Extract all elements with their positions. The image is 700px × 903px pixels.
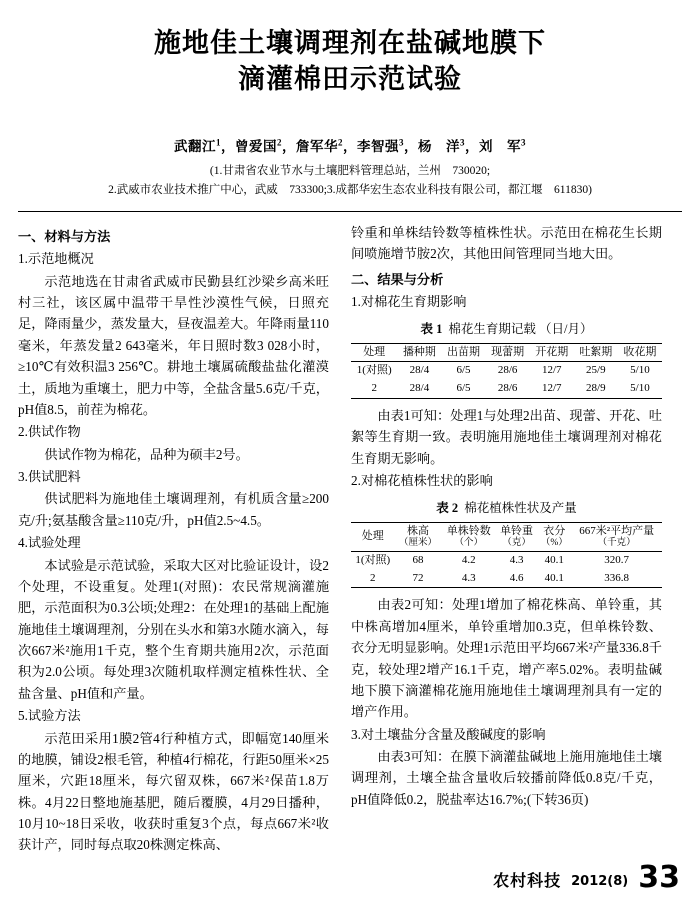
table1-cell: 1(对照) (356, 364, 392, 377)
issue-label: 2012(8) (571, 874, 629, 889)
table1-col-header: 收花期 (618, 343, 662, 362)
author-name: 曾爱国 (235, 138, 277, 154)
paragraph-table2-analysis: 由表2可知：处理1增加了棉花株高、单铃重，其中株高增加4厘米，单铃重增加0.3克，但单株铃数、衣分无明显影响。处理1示范田平均667米²产量336.8千克，较处理2增产16.1千克，增产率5.02%。表明盐碱地下膜下滴灌棉花施用施地佳土壤调理剂具有一定的增产作用。 (351, 597, 662, 720)
table2-number: 表 2 (436, 501, 459, 516)
table1-col-header: 开花期 (530, 343, 574, 362)
table1-cell: 28/6 (497, 364, 518, 377)
affiliations (0, 162, 700, 201)
subsection-heading-salinity: 3.对土壤盐分含量及酸碱度的影响 (351, 726, 546, 742)
table2-cell: 1(对照) (355, 553, 391, 566)
table2-cell: 4.3 (509, 553, 524, 566)
section-heading-materials: 一、材料与方法 (18, 228, 111, 244)
paragraph-method: 示范田采用1膜2管4行种植方式，即幅宽140厘米的地膜，铺设2根毛管，种植4行棉花，行距50厘米×25厘米，穴距18厘米，每穴留双株，667米²保苗1.8万株。4月22日整地施基肥，随后覆膜，4月29日播种，10月10~18日采收，收获时重复3个点，每点667米²收获计产，同时每点取20株测定株高、 (18, 730, 329, 853)
table1-cell: 28/4 (397, 380, 441, 398)
table1-cell: 28/4 (409, 364, 430, 377)
paragraph-fertilizer: 供试肥料为施地佳土壤调理剂，有机质含量≥200克/升;氨基酸含量≥110克/升，pH值2.5~4.5。 (18, 491, 329, 528)
table1-cell: 28/9 (574, 380, 618, 398)
table2-col-header (442, 522, 496, 551)
table1-cell: 5/10 (630, 364, 650, 377)
table2-cell: 4.2 (461, 553, 476, 566)
table1-col-header: 现蕾期 (486, 343, 530, 362)
subsection-heading-site: 1.示范地概况 (18, 251, 94, 267)
paragraph-site: 示范地选在甘肃省武威市民勤县红沙梁乡高米旺村三社，该区属中温带干旱性沙漠性气候，日照充足，降雨量少，蒸发量大，昼夜温差大。年降雨量110毫米，年蒸发量2 643毫米，年日照时数3 028小时，≥10℃有效积温3 256℃。耕地土壤属硫酸盐盐化灌漠土，质地为重壤土，肥力中等，全盐含量5.6克/千克，pH值8.5，前茬为棉花。 (18, 273, 329, 417)
table2-cell: 68 (412, 553, 424, 566)
author-affil-ref: 3 (399, 137, 404, 148)
table1-title: 棉花生育期记载 （日/月） (448, 322, 593, 337)
table1-cell: 25/9 (586, 364, 606, 377)
table2-col-header (571, 522, 662, 551)
subsection-heading-crop: 2.供试作物 (18, 424, 81, 440)
subsection-heading-treatment: 4.试验处理 (18, 535, 81, 551)
table1-col-header: 播种期 (397, 343, 441, 362)
paragraph-method-continued: 铃重和单株结铃数等植株性状。示范田在棉花生长期间喷施增节胺2次，其他田间管理同当地大田。 (351, 224, 662, 262)
table1-cell: 12/7 (530, 380, 574, 398)
table1-col-header: 吐絮期 (574, 343, 618, 362)
author-affil-ref: 2 (277, 137, 282, 148)
table1-cell: 5/10 (618, 380, 662, 398)
author-name: 李智强 (357, 138, 399, 154)
table2-cell: 336.8 (571, 570, 662, 588)
table2-col-header (496, 522, 537, 551)
table1-col-header: 出苗期 (441, 343, 485, 362)
table2-cell: 72 (394, 570, 441, 588)
subsection-heading-growth-period: 1.对棉花生育期影响 (351, 294, 467, 310)
table1-caption (351, 319, 662, 339)
table2-col-header (394, 522, 441, 551)
table2-cell: 40.1 (537, 570, 571, 588)
table2-header-main: 衣分 (543, 524, 566, 537)
author-name: 杨 洋 (418, 138, 460, 154)
author-name: 刘 军 (479, 138, 521, 154)
title-block (0, 0, 700, 99)
table2-header-unit: （千克） (597, 538, 636, 549)
paragraph-treatment: 本试验是示范试验，采取大区对比验证设计，设2个处理，不设重复。处理1(对照)：农民常规滴灌施肥，示范面积为0.3公顷;处理2：在处理1的基础上配施施地佳土壤调理剂，分别在头水和第3水随水滴入，每次667米²施用1千克，整个生育期共施用2次，示范面积为2.0公顷。每处理3次随机取样测定植株性状、全盐含量、pH值和产量。 (18, 557, 329, 701)
paragraph-salinity: 由表3可知：在膜下滴灌盐碱地上施用施地佳土壤调理剂，土壤全盐含量收后较播前降低0.8克/千克，pH值降低0.2，脱盐率达16.7%;(下转36页) (351, 749, 662, 807)
table2-title: 棉花植株性状及产量 (464, 501, 577, 516)
affiliation-line: 2.武威市农业技术推广中心，武威 733300;3.成都华宏生态农业科技有限公司，都江堰 611830) (108, 184, 592, 197)
table-growth-period (351, 343, 662, 399)
author-affil-ref: 3 (460, 137, 465, 148)
table2-cell: 2 (351, 570, 394, 588)
table2-header-main: 667米²平均产量 (579, 524, 655, 537)
page-title-line-1: 施地佳土壤调理剂在盐碱地膜下 (154, 28, 546, 59)
right-column (351, 222, 662, 856)
table-header-row (351, 343, 662, 362)
table-row (351, 380, 662, 398)
table2-header-unit: （个） (454, 538, 484, 549)
subsection-heading-fertilizer: 3.供试肥料 (18, 469, 81, 485)
table1-cell: 12/7 (541, 364, 562, 377)
subsection-heading-method: 5.试验方法 (18, 708, 81, 724)
author-affil-ref: 1 (216, 137, 221, 148)
table2-header-main: 单铃重 (500, 524, 534, 537)
table-plant-traits (351, 522, 662, 589)
table2-col-header (351, 522, 394, 551)
table1-cell: 6/5 (456, 364, 471, 377)
affiliation-line: (1.甘肃省农业节水与土壤肥料管理总站，兰州 730020; (209, 164, 491, 177)
table1-cell: 28/6 (486, 380, 530, 398)
author-affil-ref: 2 (338, 137, 343, 148)
table1-col-header: 处理 (351, 343, 397, 362)
table1-cell: 2 (351, 380, 397, 398)
author-affil-ref: 3 (521, 137, 526, 148)
page-number: 33 (638, 860, 680, 895)
paragraph-crop: 供试作物为棉花，品种为硕丰2号。 (44, 446, 249, 462)
table2-cell: 4.6 (496, 570, 537, 588)
section-heading-results: 二、结果与分析 (351, 271, 444, 287)
author-list: 武翻江$^1$，曾爱国$^2$，詹军华$^2$，李智强$^3$，杨 洋$^3$，刘 军$^3$ (174, 137, 526, 154)
table-row (351, 551, 662, 569)
table-row (351, 362, 662, 380)
subsection-heading-plant-traits: 2.对棉花植株性状的影响 (351, 473, 493, 489)
table-header-row (351, 522, 662, 551)
table-row (351, 570, 662, 588)
table2-col-header (537, 522, 571, 551)
table2-cell: 320.7 (604, 553, 630, 566)
table2-caption (351, 498, 662, 518)
body-columns (0, 212, 700, 856)
table1-number: 表 1 (420, 322, 443, 337)
author-name: 武翻江 (174, 138, 216, 154)
table1-cell: 6/5 (441, 380, 485, 398)
table2-header-main: 株高 (407, 524, 430, 537)
left-column (18, 222, 329, 856)
author-name: 詹军华 (296, 138, 338, 154)
table2-cell: 4.3 (442, 570, 496, 588)
table2-header-unit: （%） (540, 538, 568, 549)
page-title-line-2: 滴灌棉田示范试验 (238, 64, 462, 96)
magazine-name: 农村科技 (493, 871, 562, 890)
table2-header-main: 处理 (361, 529, 384, 542)
table2-header-main: 单株铃数 (446, 524, 491, 537)
page-footer (0, 860, 700, 895)
paragraph-table1-analysis: 由表1可知：处理1与处理2出苗、现蕾、开花、吐絮等生育期一致。表明施用施地佳土壤调理剂对棉花生育期无影响。 (351, 407, 662, 466)
table2-cell: 40.1 (544, 553, 564, 566)
table2-header-unit: （克） (502, 538, 531, 549)
table2-header-unit: （厘米） (399, 538, 438, 549)
